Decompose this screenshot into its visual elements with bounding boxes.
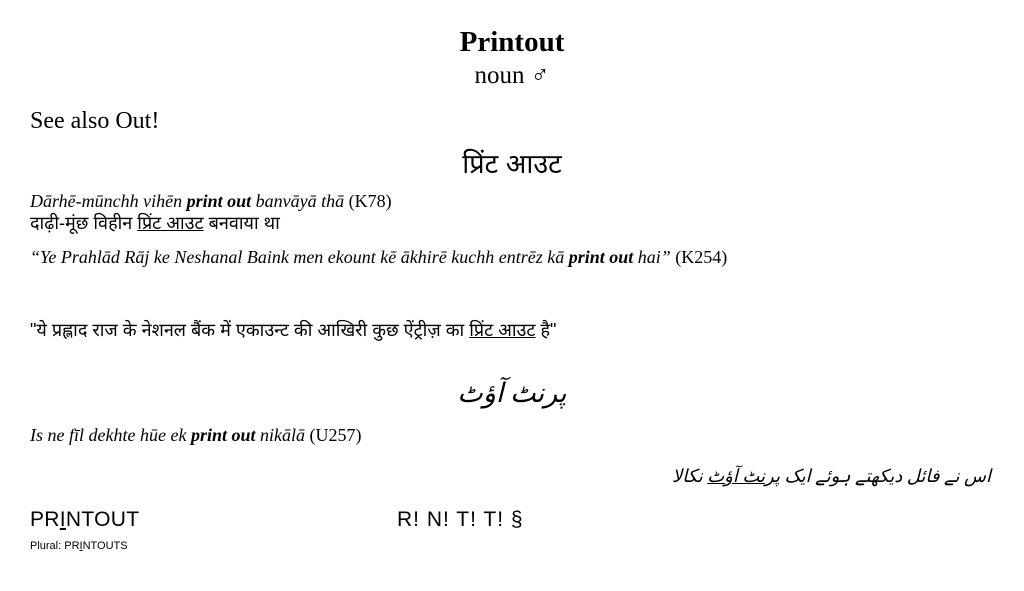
catalog-word: [30, 508, 139, 532]
catalog-plural-underlined: I: [79, 540, 83, 552]
example-3-translit-after: nikālā: [255, 425, 305, 445]
example-1-transliteration: [30, 191, 392, 213]
example-1-dev-underlined: प्रिंट आउट: [137, 213, 204, 233]
example-3-urdu-before: اس نے فائل دیکھتے ہوئے ایک: [779, 466, 991, 486]
catalog-word-underlined: I: [59, 508, 66, 531]
catalog-word-before: PR: [30, 508, 60, 531]
example-3-translit-before: Is ne fīl dekhte hūe ek: [30, 425, 191, 445]
catalog-word-after: NTOUT: [65, 508, 140, 531]
example-3-reference: (U257): [304, 425, 362, 445]
example-1-dev-before: दाढ़ी-मूंछ विहीन: [30, 213, 138, 233]
catalog-plural: [30, 540, 128, 552]
example-1-reference: (K78): [344, 191, 392, 211]
part-of-speech: noun ♂: [474, 62, 550, 89]
example-1-translit-before: Dārhē-mūnchh vihēn: [30, 191, 187, 211]
example-1-dev-after: बनवाया था: [203, 213, 280, 233]
catalog-code: R! N! T! T! §: [397, 508, 524, 531]
example-1-translit-after: banvāyā thā: [251, 191, 345, 211]
example-2-dev-underlined: प्रिंट आउट: [469, 320, 536, 340]
example-2-devanagari: [30, 320, 556, 342]
example-2-translit-after: hai”: [633, 247, 671, 267]
catalog-plural-after: NTOUTS: [82, 540, 128, 552]
example-1-translit-bold: print out: [186, 191, 252, 211]
example-3-transliteration: [30, 425, 361, 447]
devanagari-heading: प्रिंट आउट: [462, 149, 562, 179]
catalog-plural-label: Plural: PR: [30, 540, 80, 552]
example-1-devanagari: [30, 213, 280, 235]
example-3-translit-bold: print out: [190, 425, 256, 445]
example-2-translit-before: “Ye Prahlād Rāj ke Neshanal Baink men ekount kē ākhirē kuchh entrēz kā: [30, 247, 569, 267]
example-3-urdu-after: نکالا: [672, 466, 708, 486]
example-2-dev-after: है": [535, 320, 557, 340]
headword: Printout: [459, 26, 565, 58]
example-3-urdu-underlined: پرنٹ آؤٹ: [707, 466, 780, 486]
example-2-dev-before: "ये प्रह्लाद राज के नेशनल बैंक में एकाउन्ट की आखिरी कुछ ऐंट्रीज़ का: [30, 320, 470, 340]
example-2-transliteration: [30, 247, 998, 269]
urdu-heading: پرنٹ آؤٹ: [457, 378, 567, 408]
see-also-note: See also Out!: [30, 108, 160, 134]
example-3-urdu: [672, 466, 991, 487]
example-2-reference: (K254): [670, 247, 728, 267]
example-2-translit-bold: print out: [568, 247, 634, 267]
